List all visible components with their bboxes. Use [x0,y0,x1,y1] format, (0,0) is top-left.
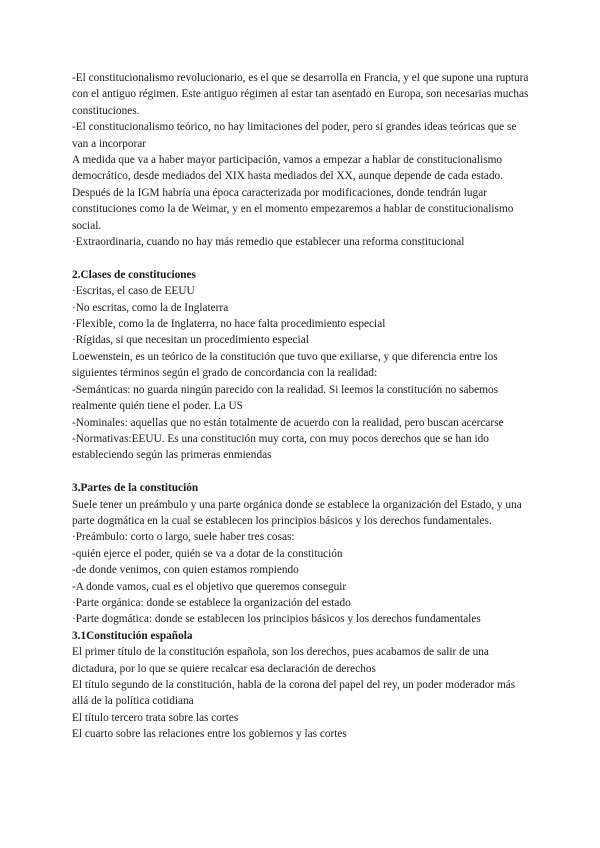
blank-line [72,250,530,266]
paragraph: Suele tener un preámbulo y una parte orgánica donde se establece la organización del Estado, y una parte dogmática en la cual se establecen los principios básicos y los derechos fundamentales. [72,498,522,527]
section-heading: 3.Partes de la constitución [72,482,199,495]
paragraph: Después de la IGM habría una época caracterizada por modificaciones, donde tendrán lugar constituciones como la de Weimar, y en el momento empezaremos a hablar de constitucionalismo social. [72,186,514,232]
paragraph: -Nominales: aquellas que no están totalmente de acuerdo con la realidad, pero buscan acercarse [72,416,504,429]
paragraph: El primer título de la constitución española, son los derechos, pues acabamos de salir de una dictadura, por lo que se quiere recalcar esa declaración de derechos [72,646,489,675]
paragraph: ·No escritas, como la de Inglaterra [72,301,229,314]
paragraph: Loewenstein, es un teórico de la constitución que tuvo que exiliarse, y que diferencia entre los siguientes términos según el grado de concordancia con la realidad: [72,350,498,380]
paragraph: -A donde vamos, cual es el objetivo que queremos conseguir [72,580,347,593]
paragraph: -de donde venimos, con quien estamos rompiendo [72,564,299,577]
paragraph: ·Escritas, el caso de EEUU [72,285,195,298]
paragraph: -Semánticas: no guarda ningún parecido con la realidad. Si leemos la constitución no sabemos realmente quién tiene el poder. La US [72,383,499,413]
paragraph: -El constitucionalismo revolucionario, es el que se desarrolla en Francia, y el que supone una ruptura con el antiguo régimen. Este antiguo régimen al estar tan asentado en Europa, son necesarias muchas constituciones. [72,72,529,117]
paragraph: ·Parte dogmática: donde se establecen los principios básicos y los derechos fundamentales [72,613,481,626]
paragraph: -Normativas:EEUU. Es una constitución muy corta, con muy pocos derechos que se han ido estableciendo según las primeras enmiendas [72,432,489,462]
paragraph: ·Parte orgánica: donde se establece la organización del estado [72,596,351,609]
subsection-heading: 3.1Constitución española [72,629,193,642]
paragraph: El cuarto sobre las relaciones entre los gobiernos y las cortes [72,728,347,741]
paragraph: ·Rígidas, si que necesitan un procedimiento especial [72,334,309,347]
paragraph: ·Flexible, como la de Inglaterra, no hace falta procedimiento especial [72,318,386,331]
paragraph: El título segundo de la constitución, habla de la corona del papel del rey, un poder moderador más allá de la política cotidiana [72,679,516,708]
paragraph: -quién ejerce el poder, quién se va a dotar de la constitución [72,547,343,560]
document-page [72,70,530,743]
paragraph: -El constitucionalismo teórico, no hay limitaciones del poder, pero si grandes ideas teóricas que se van a incorporar [72,121,517,150]
blank-line [72,464,530,480]
section-heading: 2.Clases de constituciones [72,268,196,281]
paragraph: El título tercero trata sobre las cortes [72,711,239,724]
paragraph: A medida que va a haber mayor participación, vamos a empezar a hablar de constitucionalismo democrático, desde mediados del XIX hasta mediados del XX, aunque depende de cada estado. [72,154,504,183]
paragraph: ·Extraordinaria, cuando no hay más remedio que establecer una reforma constitucional [72,236,465,249]
paragraph: ·Preámbulo: corto o largo, suele haber tres cosas: [72,531,295,544]
